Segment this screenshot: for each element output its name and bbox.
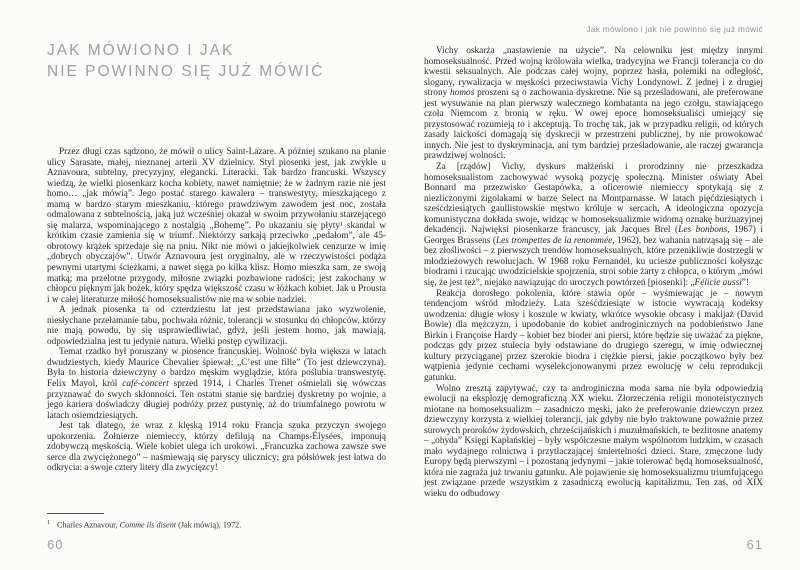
chapter-title-line-2: NIE POWINNO SIĘ JUŻ MÓWIĆ [47,63,325,80]
paragraph: Reakcja dorosłego pokolenia, które stawia opór – wyśmiewając je – nowym tendencjom wśród młodzieży. Lata sześćdziesiąte w istocie wywracają kodeksy uwodzenia: długie włosy i koszule w kwiaty, wkrótce wysokie obcasy i makijaż (David Bowie) dla mężczyzn, i upodobanie do kobiet androginicznych na podobieństwo Jane Birkin i Françoise Hardy – kobiet bez bioder ani piersi, które będzie się uważać za piękne, podczas gdy przez stulecia były odstawiane do drugiego szeregu, w imię odwiecznej kultury przyciąganej przez szerokie biodra i ciężkie piersi, jakie początkowo były bez wątpienia jedynie cechami wyselekcjonowanymi przez ewolucję w celu reprodukcji gatunku. [424,288,763,383]
left-page [47,0,386,570]
paragraph: Wolno zresztą zapytywać, czy ta androginiczna moda sama nie była odpowiedzią ewolucji na eksplozję demograficzną XX wieku. Złorzeczenia religii monoteistycznych miotane na homoseksualizm – zasadniczo męski, jako że preferowanie dziewczyn przez dziewczyny korzysta z wielkiej tolerancji, jak gdyby nie było traktowane poważnie przez surowych proroków żydowskich, chrześcijańskich i muzułmańskich, te bezlitosne anatemy – „ohyda” Księgi Kapłańskiej – były współczesne małym wspólnotom ludzkim, w czasach mało wydajnego rolnictwa i przytłaczającej śmiertelności dzieci. Stare, zmęczone ludy Europy będą pierwszymi – i pozostaną jedynymi – jakie tolerować będą homoseksualność, która nie zagraża już trwaniu gatunku. Ale pojawienie się homoseksualizmu triumfującego jest związane przede wszystkim z zasadniczą ewolucją kapitalizmu. Ten zaś, od XIX wieku do odbudowy [424,383,763,499]
footnote-block [47,513,386,531]
right-page [424,0,763,570]
left-page-body [47,147,386,474]
footnote [47,518,386,531]
paragraph: Temat rzadko był poruszany w piosence francuskiej. Wolność była większa w latach dwudziestych, kiedy Maurice Chevalier śpiewał: „C’est une fille” (To jest dziewczyna). Była to historia dziewczyny o bardzo męskim wyglądzie, która poślubia transwestytę. Felix Mayol, król café-concert sprzed 1914, i Charles Trenet ośmielali się wówczas przyznawać do swych skłonności. Ten ostatni stanie się bardziej dyskretny po wojnie, a jego kariera doświadczy długiej podróży przez pustynię, aż do triumfalnego powrotu w latach osiemdziesiątych. [47,347,386,421]
chapter-title [47,40,386,82]
chapter-title-line-1: JAK MÓWIONO I JAK [47,42,235,59]
page-number-right: 61 [746,537,763,552]
paragraph: Przez długi czas sądzono, że mówił o ulicy Saint-Lazare. A później szukano na planie ulicy Sarasate, małej, nieznanej arterii XV dzielnicy. Styl piosenki jest, jak zwykle u Aznavoura, subtelny, precyzyjny, elegancki. Literacki. Tak bardzo francuski. Wszyscy wiedzą, że wielki piosenkarz kocha kobiety, nawet namiętnie; że w żadnym razie nie jest homo… „jak mówią”. Jego postać starego kawalera – transwestyty, mieszkającego z mamą w bardzo starym mieszkaniu, którego prawdziwym zawodem jest noc, została odmalowana z subtelnością, jaką już wcześniej okazał w swoim przywołaniu starzejącego się malarza, wspominającego z nostalgią „Bohemę”. Po ukazaniu się płyty¹ skandal w krótkim czasie zamienia się w triumf. Niektórzy sarkają przeciwko „pedałom”, ale 45-obrotowy krążek sprzedaje się na pniu. Nikt nie mówi o jakiejkolwiek cenzurze w imię „dobrych obyczajów”. Utwór Aznavoura jest oryginalny, ale w rzeczywistości podąża pewnymi utartymi ścieżkami, a nawet sięga po kilka klisz. Homo mieszka sam, ze swoją matką; ma przelotne przygody, miłosne związki pozbawione radości; jest zakochany w chłopcu pięknym jak bożek, który spędza większość czasu w łóżkach kobiet. Jak u Prousta i w całej literaturze miłość homoseksualistów nie ma w sobie nadziei. [47,147,386,305]
paragraph: Jest tak dlatego, że wraz z klęską 1914 roku Francja szuka przyczyn swojego upokorzenia. Żołnierze niemieccy, którzy defilują na Champs-Élysées, imponują zdobywczą męskością. Wiele kobiet ulega ich urokowi. „Francuzka zachowa zawsze swe serce dla zwyciężonego” – naśmiewają się paryscy ulicznicy; gra półsłówek jest łatwa do odkrycia: a swoje cztery litery dla zwycięzcy! [47,421,386,474]
paragraph: A jednak piosenka ta od czterdziestu lat jest przedstawiana jako wyzwolenie, niesłychane przełamanie tabu, pochwała różnic, tolerancji w stosunku do chłopców, którzy nie mają powodu, by się usprawiedliwiać, gdyż, jeśli jestem homo, jak mawiają, odpowiedzialna jest tu jedynie natura. Wielki postęp cywilizacji. [47,305,386,347]
footnote-marker: 1 [47,520,50,526]
footnote-rule [47,513,104,514]
right-page-body [424,46,763,500]
paragraph: Vichy oskarża „nastawienie na użycie”. Na celowniku jest między innymi homoseksualność. Przed wojną królowała wielka, tradycyjna we Francji tolerancja co do kwestii seksualnych. Ale podczas całej wojny, poprzez hasła, polemiki na odległość, slogany, rywalizacja w męskości przeciwstawia Vichy Londynowi. Z jednej i z drugiej strony homos proszeni są o zachowania dyskretne. Nie są prześladowani, ale preferowane jest wysuwanie na plan pierwszy walecznego kombatanta na jego czołgu, stawiającego czoła Niemcom z bronią w ręku. W owej epoce homoseksualiści umiejący się przystosować rozumieją to i akceptują. To trochę tak, jak w przypadku religii, od których zasady laickości domagają się dyskrecji w przestrzeni publicznej, by nie prowokować innych. Nie jest to dyskryminacja, ani tym bardziej prześladowanie, ale raczej gwarancja prawdziwej wolności. [424,46,763,162]
running-header: Jak mówiono i jak nie powinno się już mówić [586,24,763,34]
paragraph: Za [rządów] Vichy, dyskurs małżeński i prorodzinny nie przeszkadza homoseksualistom zachowywać wysoką pozycję społeczną. Minister oświaty Abel Bonnard ma przezwisko Gestapówka, a oficerowie niemieccy spotykają się z niezliczonymi żigolakami w barze Select na Montparnasse. W latach pięćdziesiątych i sześćdziesiątych gaullistowskie męstwo króluje w sercach. A ideologiczna opozycja komunistyczna dokłada swoje, widząc w homoseksualizmie widomą oznakę burżuazyjnej dekadencji. Najwięksi piosenkarze francuscy, jak Jacques Brel (Les bonbons, 1967) i Georges Brassens (Les trompettes de la renommée, 1962), bez wahania natrząsają się – ale bez złośliwości – z pierwszych trendów homoseksualnych, które przenikliwie dostrzegli w młodzieżowych rewolucjach. W 1968 roku Fernandel, ku uciesze publiczności kołysząc biodrami i rzucając uwodzicielskie spojrzenia, stroi sobie żarty z chłopca, o którym „mówi się, że jest też”, niejako nawiązując do uroczych powtórzeń [piosenki]: „Félicie aussi”! [424,162,763,289]
footnote-text: Charles Aznavour, Comme ils disent (Jak mówią), 1972. [57,520,242,530]
page-number-left: 60 [47,537,64,552]
